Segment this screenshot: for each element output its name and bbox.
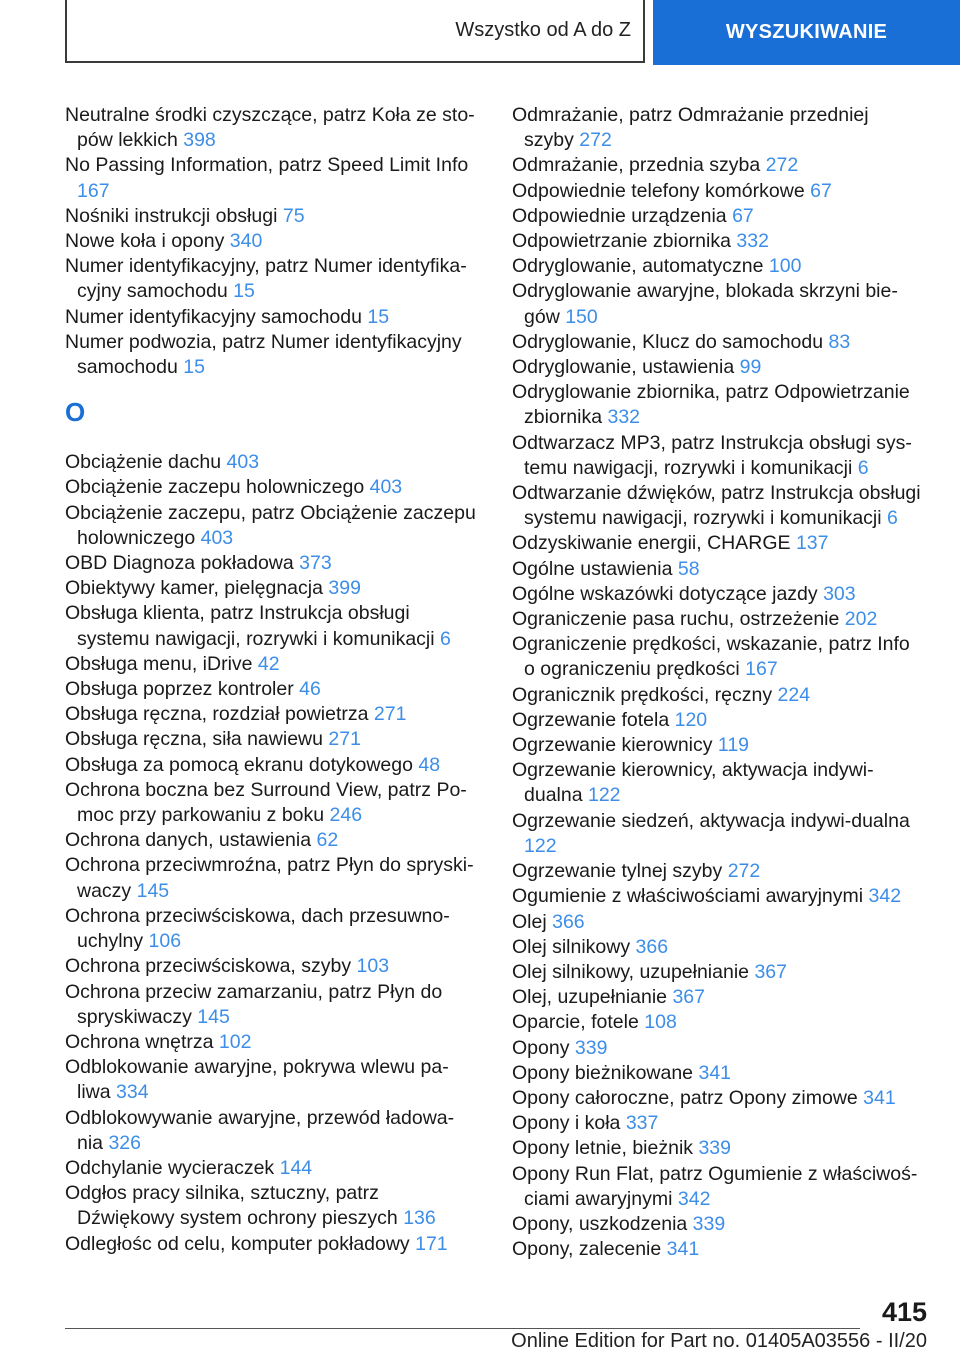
index-entry-page-link[interactable]: 332	[607, 406, 641, 429]
index-entry-text: Odgłos pracy silnika, sztuczny, patrz Dźwiękowy system ochrony pieszych	[65, 1182, 398, 1230]
index-entry-text: Olej silnikowy, uzupełnianie	[512, 960, 750, 983]
index-entry	[512, 758, 922, 808]
index-entry	[65, 1030, 480, 1055]
index-entry	[65, 450, 480, 475]
index-entry	[65, 1232, 480, 1257]
index-entry-text: Ograniczenie pasa ruchu, ostrzeżenie	[512, 608, 840, 631]
index-entry-page-link[interactable]: 167	[77, 179, 110, 202]
index-entry-page-link[interactable]: 67	[732, 204, 754, 227]
index-entry-page-link[interactable]: 303	[823, 582, 856, 605]
index-entry	[65, 677, 480, 702]
index-entry	[512, 531, 922, 556]
index-entry-text: Opony Run Flat, patrz Ogumienie z właściwoś-ciami awaryjnymi	[512, 1162, 918, 1210]
footer-edition: Online Edition for Part no. 01405A03556 - II/20	[511, 1330, 927, 1352]
index-entry-text: Oparcie, fotele	[512, 1011, 639, 1034]
index-entry-page-link[interactable]: 246	[329, 804, 363, 827]
index-entry-page-link[interactable]: 120	[674, 708, 708, 731]
index-entry	[512, 910, 922, 935]
index-entry-text: Ochrona przeciwściskowa, dach przesuwno-uchylny	[65, 904, 450, 953]
index-entry-text: Odpowietrzanie zbiornika	[512, 230, 731, 253]
index-entry	[512, 153, 922, 178]
index-entry	[512, 279, 922, 329]
index-entry	[65, 753, 480, 778]
index-entry	[512, 380, 922, 430]
index-entry	[65, 501, 480, 551]
index-entry	[65, 778, 480, 828]
tab-a-to-z-label: Wszystko od A do Z	[455, 19, 631, 41]
index-entry-page-link[interactable]: 108	[644, 1011, 677, 1034]
index-entry-page-link[interactable]: 137	[795, 532, 829, 555]
index-entry-text: Olej silnikowy	[512, 935, 631, 958]
index-entry-page-link[interactable]: 334	[116, 1081, 149, 1104]
index-entry-text: Opony, uszkodzenia	[512, 1212, 688, 1235]
index-entry-page-link[interactable]: 272	[579, 129, 612, 152]
index-entry-text: Nowe koła i opony	[65, 230, 225, 253]
index-entry-page-link[interactable]: 48	[418, 753, 441, 776]
index-entry-page-link[interactable]: 58	[677, 557, 700, 580]
index-entry	[512, 1212, 922, 1237]
index-entry-page-link[interactable]: 145	[197, 1005, 230, 1028]
index-entry-page-link[interactable]: 399	[328, 577, 361, 600]
index-entry	[65, 980, 480, 1030]
index-entry-text: Ochrona boczna bez Surround View, patrz Po-moc przy parkowaniu z boku	[65, 778, 467, 827]
index-entry	[65, 954, 480, 979]
index-entry-page-link[interactable]: 171	[415, 1232, 448, 1255]
index-entry-text: Odtwarzanie dźwięków, patrz Instrukcja obsługi systemu nawigacji, rozrywki i komunikacji	[512, 482, 921, 530]
index-entry-text: Odryglowanie zbiornika, patrz Odpowietrzanie zbiornika	[512, 381, 910, 429]
index-entry-text: Ogrzewanie kierownicy, aktywacja indywi-dualna	[512, 759, 874, 807]
index-entry-page-link[interactable]: 6	[440, 627, 451, 650]
index-entry-page-link[interactable]: 15	[233, 280, 255, 303]
index-entry-page-link[interactable]: 339	[692, 1212, 726, 1235]
index-entry-text: Opony letnie, bieżnik	[512, 1137, 694, 1160]
index-entry	[512, 733, 922, 758]
index-entry-page-link[interactable]: 103	[356, 955, 390, 978]
index-entry-text: Obciążenie zaczepu holowniczego	[65, 476, 365, 499]
index-entry-page-link[interactable]: 398	[183, 129, 216, 152]
index-entry	[65, 1156, 480, 1181]
tab-search[interactable]	[653, 0, 960, 65]
index-entry-text: Odmrażanie, patrz Odmrażanie przedniej szyby	[512, 104, 869, 152]
index-entry-text: Obsługa ręczna, siła nawiewu	[65, 728, 323, 751]
index-entry-page-link[interactable]: 341	[863, 1086, 896, 1109]
index-entry-text: Odryglowanie awaryjne, blokada skrzyni bie-gów	[512, 280, 898, 328]
section-letter: O	[65, 397, 86, 428]
index-entry-text: Odległośc od celu, komputer pokładowy	[65, 1232, 410, 1255]
index-entry-text: Odmrażanie, przednia szyba	[512, 154, 761, 177]
index-entry-page-link[interactable]: 326	[108, 1131, 141, 1154]
index-entry	[65, 702, 480, 727]
index-entry-text: Numer identyfikacyjny samochodu	[65, 305, 362, 328]
index-entry-text: Opony	[512, 1036, 570, 1059]
index-entry-page-link[interactable]: 106	[148, 930, 182, 953]
index-entry-page-link[interactable]: 122	[524, 834, 557, 857]
index-entry-page-link[interactable]: 339	[574, 1036, 608, 1059]
footer-divider	[65, 1328, 860, 1329]
index-entry-text: Ogólne ustawienia	[512, 557, 673, 580]
index-entry-page-link[interactable]: 15	[367, 305, 390, 328]
index-entry-page-link[interactable]: 367	[672, 986, 705, 1009]
index-entry-text: Obsługa za pomocą ekranu dotykowego	[65, 753, 413, 776]
index-entry-page-link[interactable]: 145	[136, 879, 170, 902]
index-entry	[65, 576, 480, 601]
index-entry	[65, 727, 480, 752]
index-entry-text: OBD Diagnoza pokładowa	[65, 552, 294, 575]
index-entry-page-link[interactable]: 337	[625, 1112, 659, 1135]
index-entry-page-link[interactable]: 46	[299, 678, 321, 701]
index-entry	[512, 330, 922, 355]
index-entry-text: Ogrzewanie tylnej szyby	[512, 860, 723, 883]
index-entry-page-link[interactable]: 100	[768, 255, 802, 278]
index-entry-page-link[interactable]: 15	[183, 356, 205, 379]
page-number: 415	[881, 1297, 927, 1327]
index-entry-page-link[interactable]: 340	[229, 230, 263, 253]
index-entry	[65, 204, 480, 229]
index-entry	[512, 582, 922, 607]
index-entry-text: Odryglowanie, automatyczne	[512, 255, 764, 278]
index-entry-text: Odchylanie wycieraczek	[65, 1156, 275, 1179]
index-entry-text: Odpowiednie telefony komórkowe	[512, 179, 805, 202]
index-entry-page-link[interactable]: 342	[677, 1187, 711, 1210]
index-entry-page-link[interactable]: 67	[810, 179, 832, 202]
index-entry-text: Olej	[512, 910, 547, 933]
index-entry-text: Ogumienie z właściwościami awaryjnymi	[512, 885, 864, 908]
index-entry-text: Obciążenie dachu	[65, 451, 222, 474]
index-entry-text: Ochrona przeciw zamarzaniu, patrz Płyn do spryskiwaczy	[65, 980, 443, 1028]
index-entry	[65, 1181, 480, 1231]
index-entry-text: Ogólne wskazówki dotyczące jazdy	[512, 582, 818, 605]
index-entry	[512, 809, 922, 859]
index-entry-text: Ochrona przeciwmroźna, patrz Płyn do spryski-waczy	[65, 854, 474, 902]
index-entry-page-link[interactable]: 366	[635, 935, 669, 958]
index-entry-text: Opony całoroczne, patrz Opony zimowe	[512, 1086, 858, 1109]
index-entry-page-link[interactable]: 102	[218, 1030, 252, 1053]
index-entry-page-link[interactable]: 136	[403, 1207, 436, 1230]
index-entry	[65, 305, 480, 330]
index-entry	[65, 601, 480, 651]
index-entry	[512, 103, 922, 153]
index-entry	[512, 179, 922, 204]
index-entry-text: Obsługa ręczna, rozdział powietrza	[65, 703, 369, 726]
index-entry	[512, 683, 922, 708]
index-entry-text: Ochrona przeciwściskowa, szyby	[65, 955, 352, 978]
index-entry-text: Odtwarzacz MP3, patrz Instrukcja obsługi sys-temu nawigacji, rozrywki i komunikacji	[512, 431, 912, 479]
index-entry-page-link[interactable]: 119	[717, 734, 750, 757]
index-entry	[512, 884, 922, 909]
index-entry-page-link[interactable]: 83	[828, 330, 851, 353]
index-entry	[65, 103, 480, 153]
index-entry	[65, 652, 480, 677]
index-entry-page-link[interactable]: 341	[698, 1061, 732, 1084]
index-entry	[512, 204, 922, 229]
index-entry	[512, 1086, 922, 1111]
index-entry-page-link[interactable]: 403	[226, 451, 260, 474]
index-entry-page-link[interactable]: 6	[857, 456, 869, 479]
index-entry-page-link[interactable]: 122	[587, 784, 621, 807]
index-entry-text: Obsługa klienta, patrz Instrukcja obsługi systemu nawigacji, rozrywki i komunikacji	[65, 602, 435, 650]
index-entry	[65, 475, 480, 500]
index-entry	[512, 935, 922, 960]
index-entry	[512, 1036, 922, 1061]
index-entry	[512, 1136, 922, 1161]
index-entry	[512, 960, 922, 985]
index-entry-text: Ogrzewanie fotela	[512, 708, 670, 731]
index-entry-text: Nośniki instrukcji obsługi	[65, 204, 278, 227]
index-entry-text: Ograniczenie prędkości, wskazanie, patrz Info o ograniczeniu prędkości	[512, 633, 910, 681]
index-entry-text: Ogrzewanie siedzeń, aktywacja indywi-dualna	[512, 809, 910, 832]
index-entry-page-link[interactable]: 339	[698, 1137, 731, 1160]
index-entry-page-link[interactable]: 202	[844, 608, 878, 631]
index-entry-page-link[interactable]: 271	[373, 703, 407, 726]
index-entry-page-link[interactable]: 403	[369, 476, 403, 499]
index-entry	[512, 229, 922, 254]
index-entry	[65, 828, 480, 853]
index-entry-page-link[interactable]: 272	[727, 860, 761, 883]
index-entry-text: Ochrona wnętrza	[65, 1030, 214, 1053]
index-entry-page-link[interactable]: 99	[739, 356, 762, 379]
index-entry	[65, 853, 480, 903]
index-entry-page-link[interactable]: 75	[282, 204, 305, 227]
index-entry	[512, 355, 922, 380]
index-entry-text: Obiektywy kamer, pielęgnacja	[65, 577, 323, 600]
index-entry-page-link[interactable]: 272	[765, 154, 799, 177]
index-entry-text: Opony bieżnikowane	[512, 1061, 694, 1084]
index-entry-text: Odpowiednie urządzenia	[512, 204, 727, 227]
index-entry-page-link[interactable]: 341	[666, 1238, 700, 1261]
index-entry-page-link[interactable]: 42	[257, 652, 280, 675]
index-entry-text: Odblokowywanie awaryjne, przewód ładowa-nia	[65, 1106, 455, 1154]
index-entry-page-link[interactable]: 144	[279, 1156, 313, 1179]
index-entry-page-link[interactable]: 167	[745, 658, 778, 681]
index-entry	[512, 708, 922, 733]
index-entry-page-link[interactable]: 366	[552, 910, 585, 933]
index-entry	[512, 254, 922, 279]
index-entry-text: Numer podwozia, patrz Numer identyfikacyjny samochodu	[65, 330, 462, 379]
index-entry	[65, 153, 480, 203]
index-entry-text: Obsługa poprzez kontroler	[65, 678, 294, 701]
index-entry-page-link[interactable]: 271	[328, 728, 361, 751]
index-entry-page-link[interactable]: 403	[200, 526, 234, 549]
index-entry	[65, 229, 480, 254]
index-entry	[512, 859, 922, 884]
index-entry-text: Ochrona danych, ustawienia	[65, 829, 312, 852]
index-entry	[512, 431, 922, 481]
index-entry	[512, 632, 922, 682]
index-entry-page-link[interactable]: 150	[565, 305, 598, 328]
index-entry-text: Numer identyfikacyjny, patrz Numer identyfika-cyjny samochodu	[65, 255, 467, 303]
index-entry-page-link[interactable]: 373	[299, 552, 332, 575]
index-entry-text: Ogranicznik prędkości, ręczny	[512, 683, 773, 706]
index-entry	[512, 985, 922, 1010]
index-entry-text: Opony, zalecenie	[512, 1238, 662, 1261]
index-entry	[512, 1162, 922, 1212]
index-entry-text: Opony i koła	[512, 1112, 621, 1135]
index-entry	[512, 1111, 922, 1136]
index-entry-text: Odzyskiwanie energii, CHARGE	[512, 532, 791, 555]
index-entry	[512, 481, 922, 531]
index-entry-page-link[interactable]: 6	[887, 507, 898, 530]
index-entry-text: Olej, uzupełnianie	[512, 986, 668, 1009]
index-column-right	[512, 103, 922, 1262]
index-entry	[512, 607, 922, 632]
index-entry	[65, 1055, 480, 1105]
index-entry-text: No Passing Information, patrz Speed Limit Info	[65, 154, 469, 177]
index-entry	[65, 254, 480, 304]
index-entry-page-link[interactable]: 224	[777, 683, 811, 706]
index-entry	[512, 1010, 922, 1035]
index-entry-text: Odryglowanie, Klucz do samochodu	[512, 330, 824, 353]
index-entry	[65, 1106, 480, 1156]
index-entry	[512, 557, 922, 582]
index-entry	[65, 330, 480, 380]
index-entry-page-link[interactable]: 332	[736, 230, 769, 253]
index-entry	[512, 1061, 922, 1086]
index-entry-text: Obsługa menu, iDrive	[65, 652, 253, 675]
index-entry-text: Neutralne środki czyszczące, patrz Koła ze sto-pów lekkich	[65, 104, 475, 152]
index-entry-page-link[interactable]: 342	[868, 885, 902, 908]
page-header	[0, 0, 960, 66]
index-entry-page-link[interactable]: 367	[754, 960, 787, 983]
tab-a-to-z[interactable]	[65, 0, 645, 63]
index-entry-text: Obciążenie zaczepu, patrz Obciążenie zaczepu holowniczego	[65, 501, 476, 549]
index-entry	[65, 551, 480, 576]
index-entry	[512, 1237, 922, 1262]
index-entry	[65, 904, 480, 954]
index-entry-text: Odblokowanie awaryjne, pokrywa wlewu pa-liwa	[65, 1056, 449, 1104]
index-entry-text: Odryglowanie, ustawienia	[512, 356, 735, 379]
index-entry-text: Ogrzewanie kierownicy	[512, 734, 713, 757]
tab-search-label: WYSZUKIWANIE	[725, 21, 888, 43]
index-entry-page-link[interactable]: 62	[316, 829, 339, 852]
index-column-left	[65, 103, 480, 1257]
